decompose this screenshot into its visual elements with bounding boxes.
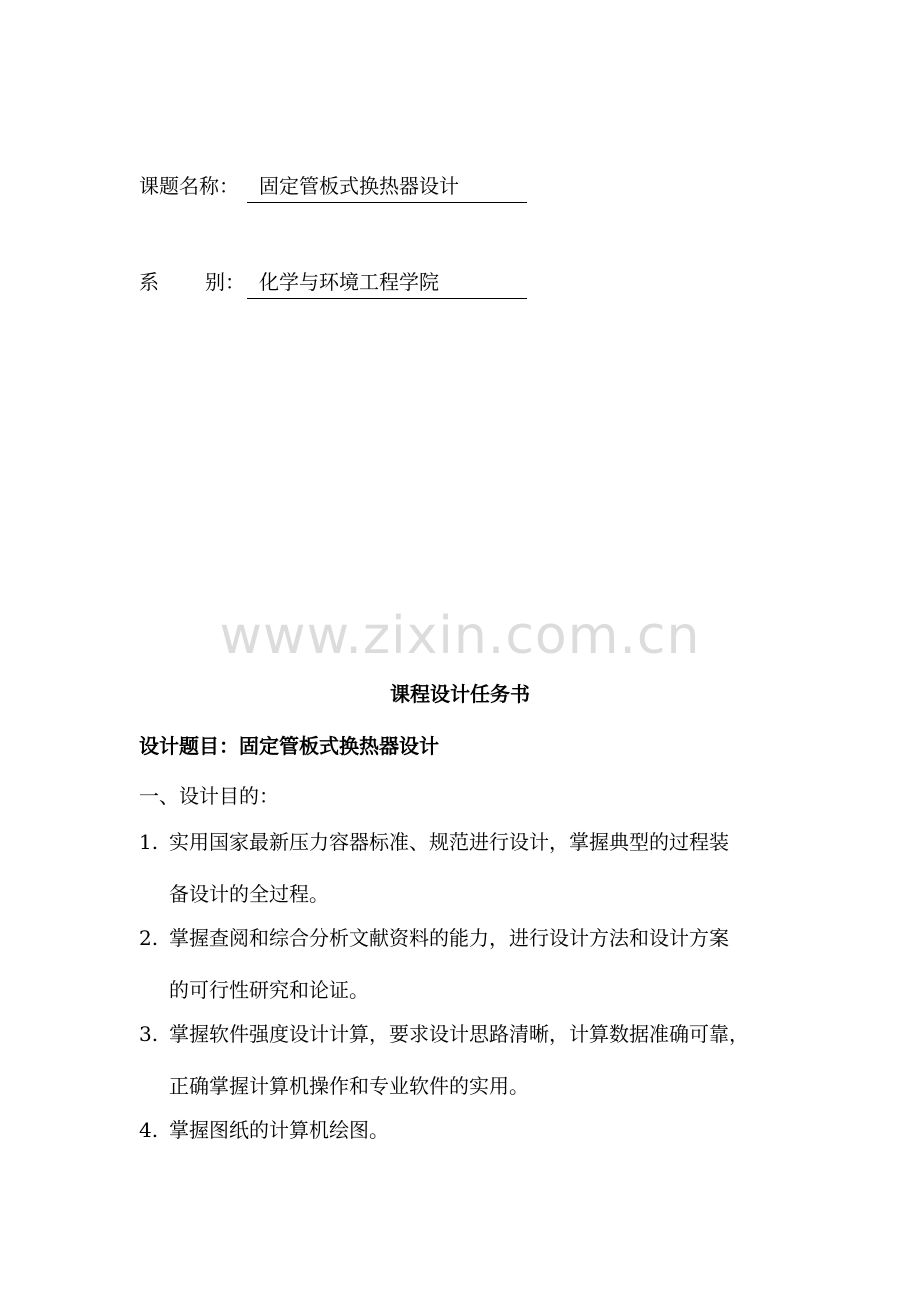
item-line: 的可行性研究和论证。 [169,978,369,1002]
list-item [139,912,799,1016]
department-label-part1: 系 [139,270,159,294]
item-number: 1. [139,830,159,854]
item-number: 4. [139,1118,159,1142]
item-line: 掌握软件强度设计计算，要求设计思路清晰，计算数据准确可靠， [169,1022,749,1046]
task-book-title: 课程设计任务书 [390,682,530,706]
item-number: 3. [139,1022,159,1046]
item-line: 掌握查阅和综合分析文献资料的能力，进行设计方法和设计方案 [169,926,729,950]
list-item [139,816,799,920]
item-line: 正确掌握计算机操作和专业软件的实用。 [169,1074,529,1098]
list-item [139,1104,799,1156]
watermark: www.zixin.com.cn [219,606,701,666]
list-item [139,1008,799,1112]
department-value: 化学与环境工程学院 [247,268,527,299]
department-label-part2: 别： [205,270,245,294]
topic-value: 固定管板式换热器设计 [247,172,527,203]
item-number: 2. [139,926,159,950]
item-line: 实用国家最新压力容器标准、规范进行设计，掌握典型的过程装 [169,830,729,854]
section-design-purpose: 一、设计目的： [139,784,279,808]
topic-label: 课题名称： [139,174,239,198]
item-line: 备设计的全过程。 [169,882,329,906]
item-line: 掌握图纸的计算机绘图。 [169,1118,389,1142]
design-topic: 设计题目：固定管板式换热器设计 [139,734,439,758]
